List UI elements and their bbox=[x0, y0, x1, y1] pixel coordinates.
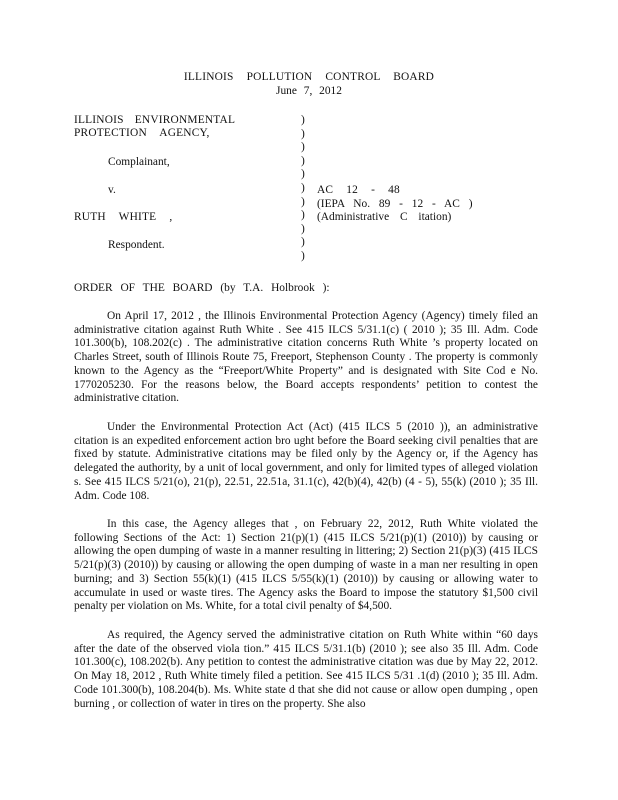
paragraph-2-text: Under the Environmental Protection Act (Act) (415 ILCS 5 (2010 )), an administrative citation is an expedited enforcement action bro ught before the Board seeking civil penalties that are fixed by statute. Administrative citations may be filed only by the Agency or, if the Agency has delegated the authority, by a unit of local government, and only for limited types of alleged violation s. See 415 ILCS 5/21(o), 21(p), 22.51, 22.51a, 31.1(c), 42(b)(4), 42(b) (4 - 5), 55(k) (2010 ); 35 Ill. Adm. Code 108. bbox=[74, 421, 538, 502]
paragraph-3-text: In this case, the Agency alleges that , on February 22, 2012, Ruth White violated the following Sections of the Act: 1) Section 21(p)(1) (415 ILCS 5/21(p)(1) (2010)) by causing or allowing the open dumping of waste in a manner resulting in littering; 2) Section 21(p)(3) (415 ILCS 5/21(p)(3) (2010)) by causing or allowing the open dumping of waste in a man ner resulting in open burning; and 3) Section 55(k)(1) (415 ILCS 5/55(k)(1) (2010)) by causing or allowing water to accumulate in used or waste tires. The Agency asks the Board to impose the statutory $1,500 civil penalty per violation on Ms. White, for a total civil penalty of $4,500. bbox=[74, 518, 538, 613]
paragraph-3 bbox=[74, 518, 538, 614]
paragraph-1 bbox=[74, 310, 538, 406]
complainant-role: Complainant, bbox=[108, 156, 170, 168]
versus-label: v. bbox=[108, 184, 116, 196]
order-heading: ORDER OF THE BOARD (by T.A. Holbrook ): bbox=[74, 282, 330, 294]
respondent-role: Respondent. bbox=[108, 239, 165, 251]
case-number: AC 12 - 48 bbox=[317, 184, 400, 196]
paragraph-4-text: As required, the Agency served the administrative citation on Ruth White within “60 days after the date of the observed viola tion.” 415 ILCS 5/31.1(b) (2010 ); see also 35 Ill. Adm. Code 101.300(c), 108.202(b). Any petition to contest the administrative citation was due by May 22, 2012. On May 18, 2012 , Ruth White timely filed a petition. See 415 ILCS 5/31 .1(d) (2010 ); 35 Ill. Adm. Code 101.300(b), 108.204(b). Ms. White state d that she did not cause or allow open dumping , open burning , or collection of water in tires on the property. She also bbox=[74, 629, 538, 710]
board-title: ILLINOIS POLLUTION CONTROL BOARD bbox=[183, 71, 435, 83]
iepa-number: (IEPA No. 89 - 12 - AC ) bbox=[317, 198, 473, 210]
paragraph-4 bbox=[74, 629, 538, 711]
paragraph-1-text: On April 17, 2012 , the Illinois Environmental Protection Agency (Agency) timely filed an administrative citation against Ruth White . See 415 ILCS 5/31.1(c) ( 2010 ); 35 Ill. Adm. Code 101.300(b), 108.202(c) . The administrative citation concerns Ruth White ’s property located on Charles Street, south of Illinois Route 75, Freeport, Stephenson County . The property is commonly known to the Agency as the “Freeport/White Property” and is designated with Site Cod e No. 1770205230. For the reasons below, the Board accepts respondents’ petition to contest the administrative citation. bbox=[74, 310, 538, 405]
order-date: June 7, 2012 bbox=[276, 85, 342, 97]
case-type: (Administrative C itation) bbox=[317, 211, 452, 223]
respondent-name: RUTH WHITE , bbox=[74, 211, 173, 223]
caption-parentheses: ) ) ) ) ) ) ) ) ) ) ) bbox=[301, 114, 305, 262]
complainant-name-line2: PROTECTION AGENCY, bbox=[74, 127, 210, 139]
complainant-name-line1: ILLINOIS ENVIRONMENTAL bbox=[74, 114, 236, 126]
paragraph-2 bbox=[74, 421, 538, 503]
